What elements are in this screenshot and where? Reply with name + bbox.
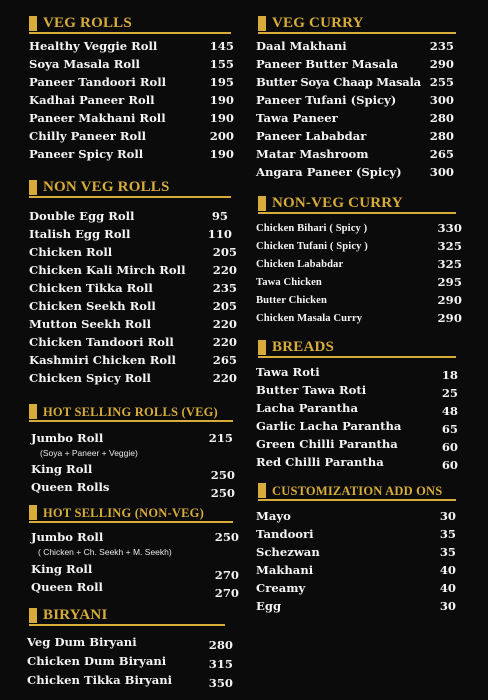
item-price: 300 bbox=[429, 93, 454, 107]
section-title: BIRYANI bbox=[43, 607, 108, 623]
item-price: 290 bbox=[437, 311, 462, 325]
section-header-biryani bbox=[29, 606, 225, 623]
menu-item bbox=[29, 56, 234, 73]
menu-item bbox=[29, 244, 237, 261]
section-title: VEG CURRY bbox=[272, 15, 364, 31]
menu-item bbox=[29, 226, 234, 243]
menu-item bbox=[29, 128, 234, 145]
item-name: Daal Makhani bbox=[256, 39, 347, 53]
item-price: 95 bbox=[211, 209, 228, 223]
item-price: 235 bbox=[212, 281, 237, 295]
item-name: Soya Masala Roll bbox=[29, 57, 140, 71]
menu-item bbox=[29, 334, 237, 351]
item-name: Chilly Paneer Roll bbox=[29, 129, 147, 143]
section-header-veg-curry bbox=[258, 14, 456, 31]
item-price: 350 bbox=[208, 676, 233, 690]
item-name: Chicken Spicy Roll bbox=[29, 371, 151, 385]
item-price: 220 bbox=[212, 371, 237, 385]
item-price: 280 bbox=[429, 129, 454, 143]
item-name: Butter Soya Chaap Masala bbox=[256, 75, 421, 89]
item-name: Veg Dum Biryani bbox=[27, 635, 137, 649]
item-name: Paneer Tandoori Roll bbox=[29, 75, 167, 89]
menu-item bbox=[256, 562, 456, 579]
menu-item bbox=[256, 274, 462, 291]
item-price: 40 bbox=[439, 581, 456, 595]
item-name: Chicken Dum Biryani bbox=[27, 654, 167, 668]
item-price: 205 bbox=[212, 299, 237, 313]
header-marker bbox=[258, 340, 266, 355]
header-underline bbox=[258, 499, 456, 501]
header-marker bbox=[258, 483, 266, 498]
item-name: Healthy Veggie Roll bbox=[29, 39, 158, 53]
item-price: 65 bbox=[441, 422, 458, 436]
section-title: NON VEG ROLLS bbox=[43, 179, 170, 195]
item-name: Double Egg Roll bbox=[29, 209, 135, 223]
menu-item bbox=[256, 436, 458, 453]
menu-item bbox=[27, 653, 233, 670]
item-price: 265 bbox=[212, 353, 237, 367]
menu-item bbox=[256, 508, 456, 525]
section-header-non-veg-curry bbox=[258, 194, 456, 211]
item-name: Italish Egg Roll bbox=[29, 227, 131, 241]
menu-item bbox=[256, 92, 454, 109]
item-price: 30 bbox=[439, 509, 456, 523]
item-price: 215 bbox=[208, 431, 233, 445]
menu-item bbox=[256, 382, 458, 399]
item-name: Chicken Masala Curry bbox=[256, 313, 363, 324]
item-price: 290 bbox=[437, 293, 462, 307]
item-name: Queen Roll bbox=[31, 580, 103, 594]
item-name: Tawa Paneer bbox=[256, 111, 338, 125]
menu-item bbox=[27, 634, 233, 651]
item-name: King Roll bbox=[31, 462, 93, 476]
item-name: Chicken Tikka Biryani bbox=[27, 673, 173, 687]
menu-item bbox=[256, 454, 458, 471]
item-name: Chicken Tandoori Roll bbox=[29, 335, 174, 349]
item-name: Red Chilli Parantha bbox=[256, 455, 384, 469]
menu-item bbox=[27, 672, 233, 689]
item-name: Matar Mashroom bbox=[256, 147, 369, 161]
item-price: 110 bbox=[207, 227, 232, 241]
item-price: 270 bbox=[214, 586, 239, 600]
item-price: 265 bbox=[429, 147, 454, 161]
item-name: Angara Paneer (Spicy) bbox=[256, 165, 402, 179]
item-name: Paneer Lababdar bbox=[256, 129, 367, 143]
item-price: 255 bbox=[429, 75, 454, 89]
item-price: 250 bbox=[210, 486, 235, 500]
menu-item bbox=[256, 146, 454, 163]
item-name: Butter Tawa Roti bbox=[256, 383, 367, 397]
section-title: NON-VEG CURRY bbox=[272, 195, 403, 211]
item-name: Mutton Seekh Roll bbox=[29, 317, 151, 331]
menu-item bbox=[31, 579, 239, 600]
menu-item bbox=[29, 316, 237, 333]
section-header-hot-selling-veg bbox=[29, 402, 233, 419]
menu-item bbox=[29, 370, 237, 387]
item-price: 330 bbox=[437, 221, 462, 235]
menu-item bbox=[256, 526, 456, 543]
header-underline bbox=[29, 420, 233, 422]
menu-item bbox=[31, 461, 235, 482]
section-header-customization bbox=[258, 481, 456, 498]
item-price: 280 bbox=[429, 111, 454, 125]
header-underline bbox=[29, 196, 231, 198]
item-price: 190 bbox=[209, 147, 234, 161]
item-name: Chicken Roll bbox=[29, 245, 113, 259]
header-underline bbox=[29, 624, 225, 626]
item-price: 25 bbox=[441, 386, 458, 400]
item-price: 190 bbox=[209, 111, 234, 125]
item-price: 250 bbox=[214, 530, 239, 544]
item-name: Garlic Lacha Parantha bbox=[256, 419, 402, 433]
menu-item bbox=[256, 292, 462, 309]
item-price: 35 bbox=[439, 527, 456, 541]
item-price: 235 bbox=[429, 39, 454, 53]
menu-item bbox=[256, 418, 458, 435]
item-price: 18 bbox=[441, 368, 458, 382]
item-price: 220 bbox=[212, 317, 237, 331]
item-name: Tandoori bbox=[256, 527, 314, 541]
header-underline bbox=[258, 356, 456, 358]
item-description: ( Chicken + Ch. Seekh + M. Seekh) bbox=[38, 547, 172, 557]
section-title: VEG ROLLS bbox=[43, 15, 132, 31]
menu-item bbox=[256, 238, 462, 255]
item-price: 35 bbox=[439, 545, 456, 559]
menu-item bbox=[256, 400, 458, 417]
menu-item bbox=[29, 298, 237, 315]
menu-item bbox=[256, 598, 456, 615]
item-name: Lacha Parantha bbox=[256, 401, 358, 415]
item-price: 145 bbox=[209, 39, 234, 53]
section-header-non-veg-rolls bbox=[29, 178, 231, 195]
item-name: Jumbo Roll bbox=[31, 530, 104, 544]
header-marker bbox=[29, 608, 37, 623]
menu-item bbox=[256, 580, 456, 597]
item-name: Paneer Butter Masala bbox=[256, 57, 399, 71]
menu-item bbox=[29, 92, 234, 109]
item-price: 315 bbox=[208, 657, 233, 671]
item-price: 155 bbox=[209, 57, 234, 71]
section-title: BREADS bbox=[272, 339, 335, 355]
item-name: Chicken Kali Mirch Roll bbox=[29, 263, 186, 277]
item-price: 30 bbox=[439, 599, 456, 613]
menu-item bbox=[29, 74, 234, 91]
item-name: Green Chilli Parantha bbox=[256, 437, 398, 451]
section-header-veg-rolls bbox=[29, 14, 231, 31]
header-underline bbox=[29, 32, 231, 34]
item-price: 280 bbox=[208, 638, 233, 652]
header-underline bbox=[29, 521, 233, 523]
section-title: CUSTOMIZATION ADD ONS bbox=[272, 484, 443, 498]
section-title: HOT SELLING (NON-VEG) bbox=[43, 506, 204, 520]
item-name: Kashmiri Chicken Roll bbox=[29, 353, 176, 367]
item-price: 290 bbox=[429, 57, 454, 71]
item-name: Jumbo Roll bbox=[31, 431, 104, 445]
menu-item bbox=[29, 262, 237, 279]
menu-item bbox=[29, 352, 237, 369]
header-marker bbox=[29, 180, 37, 195]
item-name: Paneer Makhani Roll bbox=[29, 111, 166, 125]
item-name: Egg bbox=[256, 599, 282, 613]
menu-item bbox=[29, 38, 234, 55]
menu-item bbox=[256, 544, 456, 561]
header-marker bbox=[29, 404, 37, 419]
item-name: King Roll bbox=[31, 562, 93, 576]
header-underline bbox=[258, 32, 456, 34]
header-marker bbox=[29, 505, 37, 520]
item-name: Paneer Tufani (Spicy) bbox=[256, 93, 397, 107]
item-name: Schezwan bbox=[256, 545, 320, 559]
menu-item bbox=[256, 56, 454, 73]
item-price: 220 bbox=[212, 263, 237, 277]
menu-item bbox=[31, 430, 233, 447]
item-name: Makhani bbox=[256, 563, 314, 577]
menu-item bbox=[256, 364, 458, 381]
header-underline bbox=[258, 212, 456, 214]
section-header-hot-selling-non-veg bbox=[29, 503, 233, 520]
item-name: Kadhai Paneer Roll bbox=[29, 93, 155, 107]
item-description: (Soya + Paneer + Veggie) bbox=[40, 448, 138, 458]
item-name: Tawa Roti bbox=[256, 365, 320, 379]
item-name: Chicken Tufani ( Spicy ) bbox=[256, 241, 368, 252]
item-price: 325 bbox=[437, 257, 462, 271]
menu-item bbox=[256, 256, 462, 273]
item-price: 300 bbox=[429, 165, 454, 179]
item-price: 205 bbox=[212, 245, 237, 259]
header-marker bbox=[258, 196, 266, 211]
item-price: 295 bbox=[437, 275, 462, 289]
item-name: Chicken Tikka Roll bbox=[29, 281, 153, 295]
section-title: HOT SELLING ROLLS (VEG) bbox=[43, 405, 218, 419]
menu-item bbox=[31, 529, 239, 546]
menu-item bbox=[256, 220, 462, 237]
item-name: Chicken Seekh Roll bbox=[29, 299, 156, 313]
item-price: 60 bbox=[441, 440, 458, 454]
item-price: 60 bbox=[441, 458, 458, 472]
menu-item bbox=[256, 128, 454, 145]
item-price: 325 bbox=[437, 239, 462, 253]
item-price: 200 bbox=[209, 129, 234, 143]
header-marker bbox=[29, 16, 37, 31]
menu-item bbox=[29, 208, 234, 225]
item-price: 250 bbox=[210, 468, 235, 482]
menu-item bbox=[256, 110, 454, 127]
menu-item bbox=[31, 561, 239, 582]
menu-item bbox=[256, 38, 454, 55]
item-price: 220 bbox=[212, 335, 237, 349]
item-price: 270 bbox=[214, 568, 239, 582]
menu-item bbox=[256, 164, 454, 181]
menu-item bbox=[29, 146, 234, 163]
item-price: 190 bbox=[209, 93, 234, 107]
header-marker bbox=[258, 16, 266, 31]
menu-item bbox=[31, 479, 235, 500]
item-name: Creamy bbox=[256, 581, 306, 595]
item-name: Butter Chicken bbox=[256, 295, 327, 306]
item-price: 40 bbox=[439, 563, 456, 577]
item-name: Tawa Chicken bbox=[256, 277, 322, 288]
menu-item bbox=[29, 280, 237, 297]
section-header-breads bbox=[258, 338, 456, 355]
item-name: Chicken Bihari ( Spicy ) bbox=[256, 223, 368, 234]
menu-item bbox=[256, 310, 462, 327]
item-price: 195 bbox=[209, 75, 234, 89]
menu-item bbox=[29, 110, 234, 127]
item-name: Chicken Lababdar bbox=[256, 259, 344, 270]
item-name: Queen Rolls bbox=[31, 480, 110, 494]
item-price: 48 bbox=[441, 404, 458, 418]
item-name: Paneer Spicy Roll bbox=[29, 147, 144, 161]
item-name: Mayo bbox=[256, 509, 291, 523]
menu-item bbox=[256, 74, 454, 91]
